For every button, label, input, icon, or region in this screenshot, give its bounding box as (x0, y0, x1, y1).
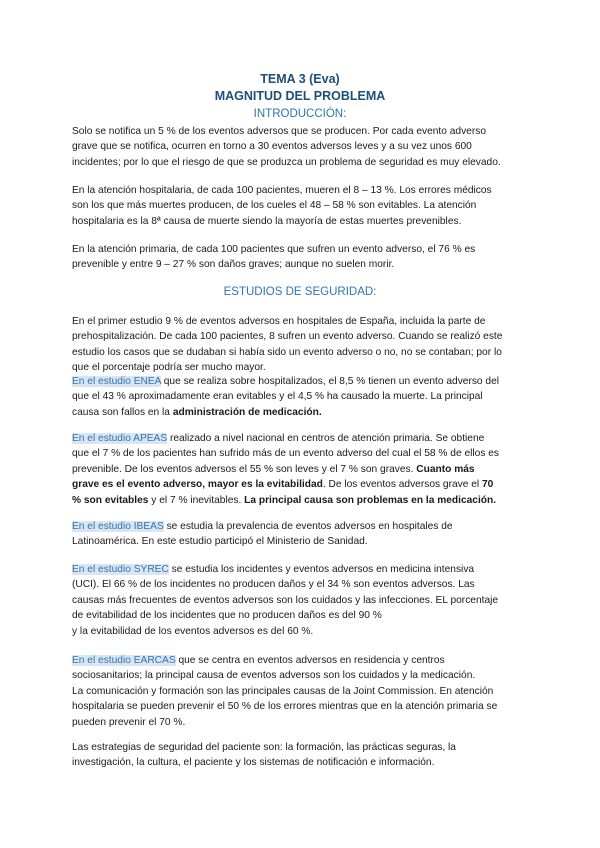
apeas-paragraph: En el estudio APEAS realizado a nivel nacional en centros de atención primaria. Se obtiene que el 7 % de los pacientes han sufrido más de un evento adverso del cual el 58 % de ellos es prevenible. De los eventos adversos el 55 % son leves y el 7 % son graves. Cuanto más grave es el evento adverso, mayor es la evitabilidad. De los eventos adversos grave el 70 % son evitables y el 7 % inevitables. La principal causa son problemas en la medicación. (72, 433, 500, 506)
apeas-link: En el estudio APEAS (72, 433, 168, 444)
syrec-link: En el estudio SYREC (72, 564, 169, 575)
intro-paragraph-2: En la atención hospitalaria, de cada 100 pacientes, mueren el 8 – 13 %. Los errores médicos son los que más muertes producen, de los cueles el 48 – 58 % son evitables. La atención hospitalaria es la 8ª causa de muerte siendo la mayoría de estas muertes prevenibles. (72, 185, 492, 227)
primer-estudio-paragraph: En el primer estudio 9 % de eventos adversos en hospitales de España, incluida la parte de prehospitalización. De cada 100 pacientes, 8 sufren un evento adverso. Cuando se realizó este estudio los casos que se dudaban si había sido un evento adverso o no, no se contaban; por lo que el porcentaje podría ser mucho mayor. (72, 316, 503, 374)
enea-link: En el estudio ENEA (72, 376, 161, 387)
section-heading-estudios: ESTUDIOS DE SEGURIDAD: (223, 286, 377, 298)
document-title: TEMA 3 (Eva) (260, 72, 340, 86)
estrategias-paragraph: Las estrategias de seguridad del paciente son: la formación, las prácticas seguras, la investigación, la cultura, el paciente y los sistemas de notificación e información. (72, 742, 456, 769)
earcas-paragraph: En el estudio EARCAS que se centra en eventos adversos en residencia y centros sociosanitarios; la principal causa de eventos adversos son los cuidados y la medicación. La comunicación y formación son las principales causas de la Joint Commission. En atención hospitalaria se pueden prevenir el 50 % de los errores mientras que en la atención primaria se pueden prevenir el 70 %. (72, 655, 498, 728)
intro-paragraph-3: En la atención primaria, de cada 100 pacientes que sufren un evento adverso, el 76 % es prevenible y entre 9 – 27 % son daños graves; aunque no suelen morir. (72, 244, 476, 271)
ibeas-paragraph: En el estudio IBEAS se estudia la prevalencia de eventos adversos en hospitales de Latinoamérica. En este estudio participó el Ministerio de Sanidad. (72, 521, 453, 548)
section-heading-introduccion: INTRODUCCIÓN: (253, 108, 347, 120)
earcas-link: En el estudio EARCAS (72, 655, 176, 666)
document-subtitle: MAGNITUD DEL PROBLEMA (214, 89, 386, 103)
syrec-paragraph: En el estudio SYREC se estudia los incidentes y eventos adversos en medicina intensiva (UCI). El 66 % de los incidentes no producen daños y el 34 % son eventos adversos. Las causas más frecuentes de eventos adversos son los cuidados y las infecciones. EL porcentaje de evitabilidad de los incidentes que no producen daños es del 90 % y la evitabilidad de los eventos adversos es del 60 %. (72, 564, 499, 637)
enea-paragraph: En el estudio ENEA que se realiza sobre hospitalizados, el 8,5 % tienen un evento adverso del que el 43 % aproximadamente eran evitables y el 4,5 % ha causado la muerte. La principal causa son fallos en la administración de medicación. (72, 376, 500, 418)
intro-paragraph-1: Solo se notifica un 5 % de los eventos adversos que se producen. Por cada evento adverso grave que se notifica, ocurren en torno a 30 eventos adversos leves y a su vez unos 600 incidentes; por lo que el riesgo de que se produzca un problema de seguridad es muy elevado. (72, 126, 501, 168)
ibeas-link: En el estudio IBEAS (72, 521, 164, 532)
